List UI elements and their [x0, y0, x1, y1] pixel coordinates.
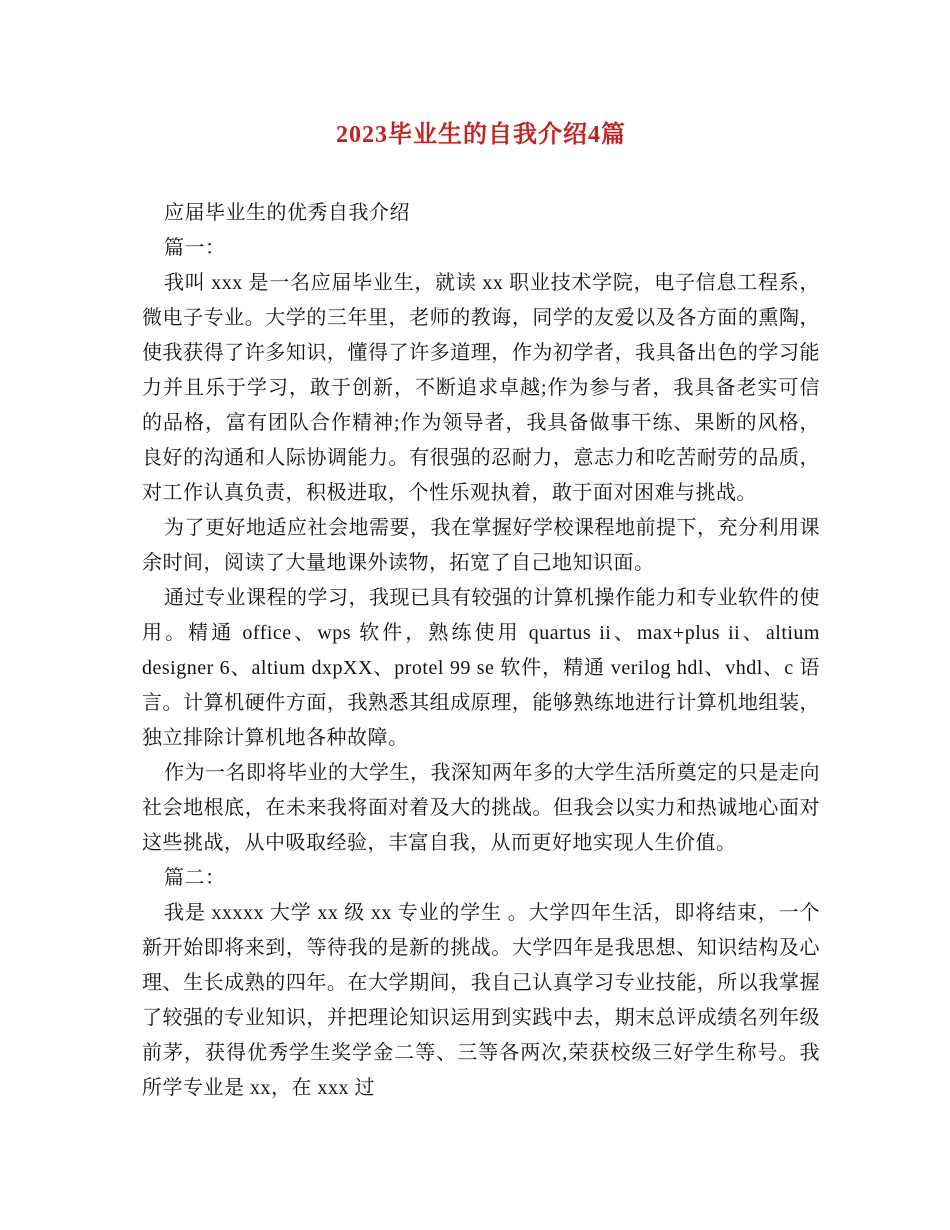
paragraph-section-1-body-3: 通过专业课程的学习，我现已具有较强的计算机操作能力和专业软件的使用。精通 office、wps 软件，熟练使用 quartus ii、max+plus ii、altium designer 6、altium dxpXX、protel 99 se 软件，精通 verilog hdl、vhdl、c 语言。计算机硬件方面，我熟悉其组成原理，能够熟练地进行计算机地组装，独立排除计算机地各种故障。 — [142, 587, 820, 749]
document-title: 2023毕业生的自我介绍4篇 — [336, 122, 626, 148]
paragraph-section-1-heading: 篇一： — [164, 237, 226, 259]
paragraph-subtitle: 应届毕业生的优秀自我介绍 — [164, 202, 410, 224]
paragraph-section-2-heading: 篇二： — [164, 867, 226, 889]
document-body — [142, 196, 820, 1106]
paragraph-section-1-body-2: 为了更好地适应社会地需要，我在掌握好学校课程地前提下，充分利用课余时间，阅读了大量地课外读物，拓宽了自己地知识面。 — [142, 517, 820, 574]
paragraph-section-2-body-1: 我是 xxxxx 大学 xx 级 xx 专业的学生 。大学四年生活，即将结束，一个新开始即将来到，等待我的是新的挑战。大学四年是我思想、知识结构及心理、生长成熟的四年。在大学期间，我自己认真学习专业技能，所以我掌握了较强的专业知识，并把理论知识运用到实践中去，期末总评成绩名列年级前茅，获得优秀学生奖学金二等、三等各两次,荣获校级三好学生称号。我所学专业是 xx，在 xxx 过 — [142, 902, 820, 1099]
paragraph-section-1-body-1: 我叫 xxx 是一名应届毕业生，就读 xx 职业技术学院，电子信息工程系，微电子专业。大学的三年里，老师的教诲，同学的友爱以及各方面的熏陶，使我获得了许多知识，懂得了许多道理，作为初学者，我具备出色的学习能力并且乐于学习，敢于创新，不断追求卓越;作为参与者，我具备老实可信的品格，富有团队合作精神;作为领导者，我具备做事干练、果断的风格，良好的沟通和人际协调能力。有很强的忍耐力，意志力和吃苦耐劳的品质，对工作认真负责，积极进取，个性乐观执着，敢于面对困难与挑战。 — [142, 272, 820, 504]
paragraph-section-1-body-4: 作为一名即将毕业的大学生，我深知两年多的大学生活所奠定的只是走向社会地根底，在未来我将面对着及大的挑战。但我会以实力和热诚地心面对这些挑战，从中吸取经验，丰富自我，从而更好地实现人生价值。 — [142, 762, 820, 854]
